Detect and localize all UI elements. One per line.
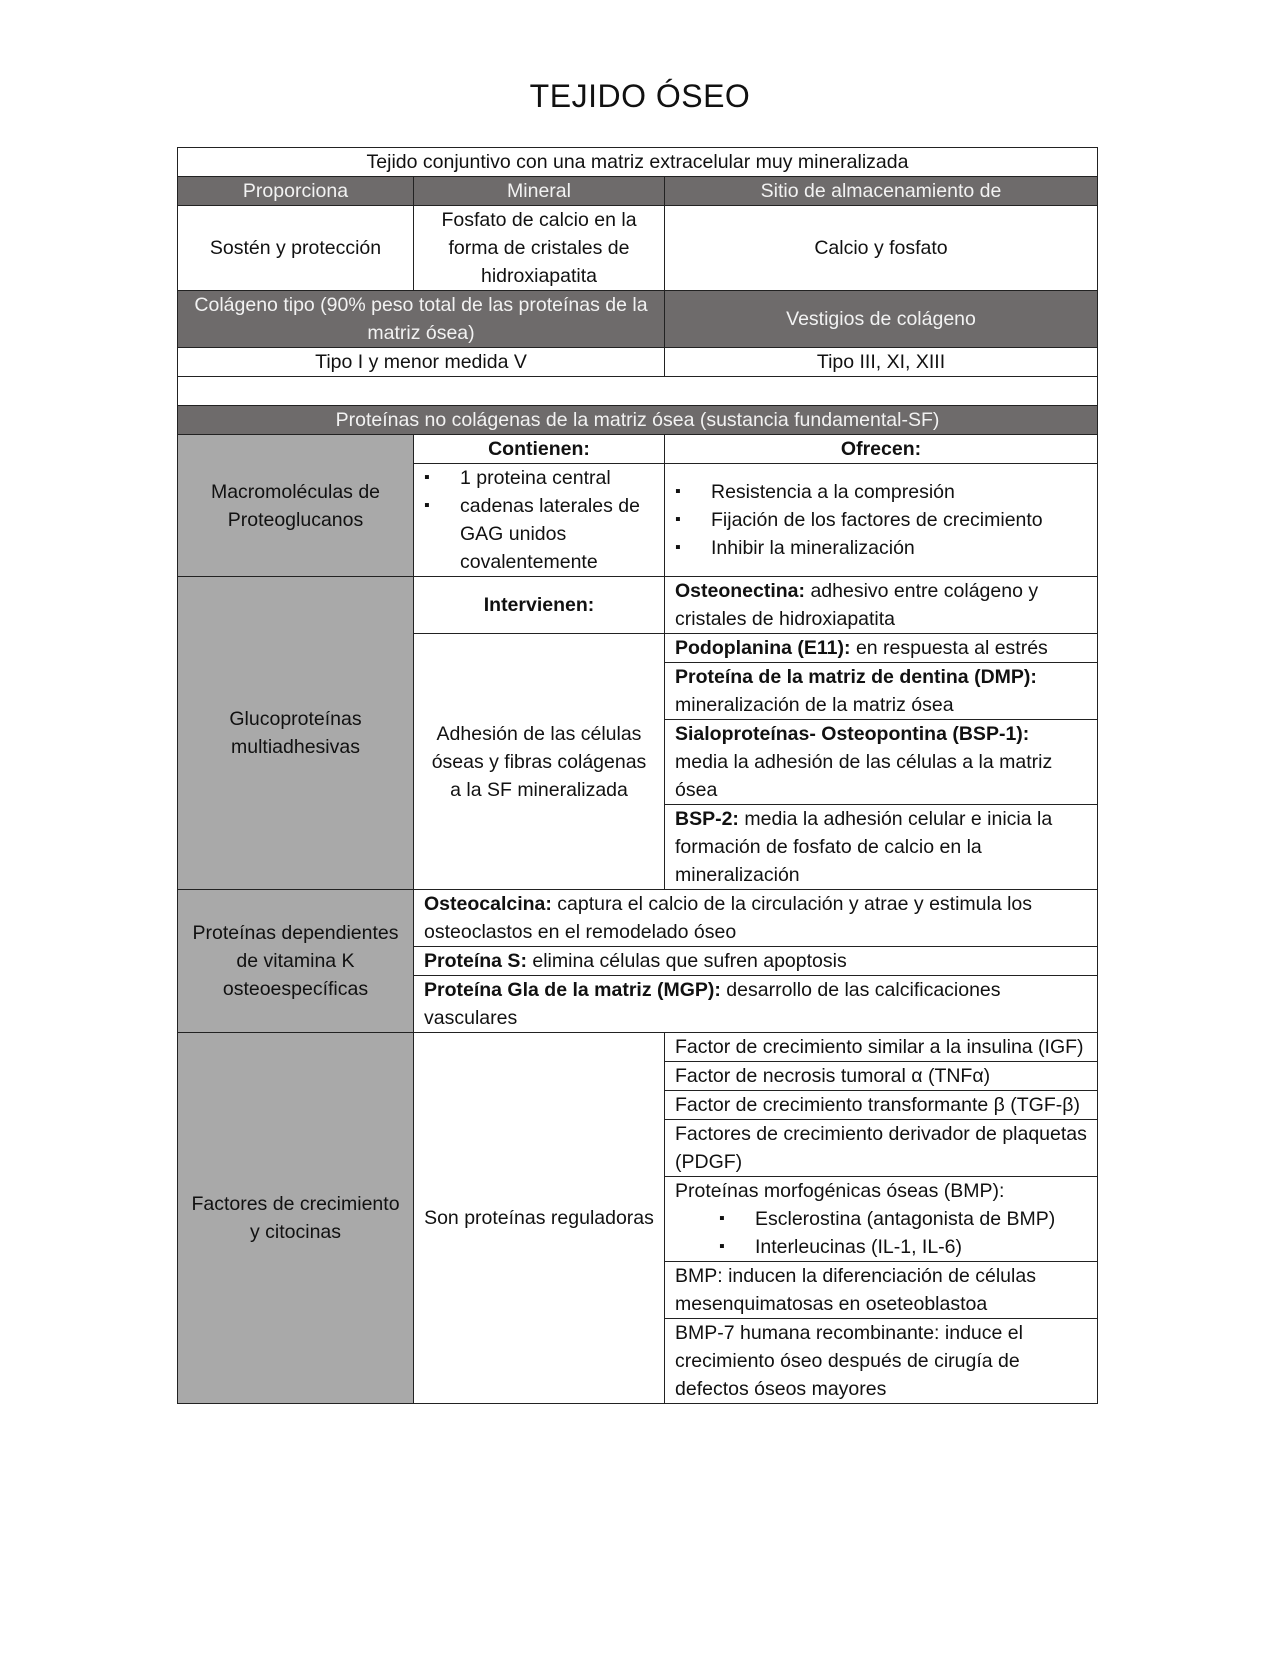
list-item: ▪ Resistencia a la compresión: [711, 478, 1087, 506]
bmp-title: Proteínas morfogénicas óseas (BMP):: [675, 1180, 1005, 1202]
glucoproteina-item: [665, 634, 1098, 663]
header-sitio: Sitio de almacenamiento de: [665, 177, 1098, 206]
item-desc: en respuesta al estrés: [850, 637, 1048, 659]
bmp-list: [675, 1205, 1087, 1261]
values-row: [178, 206, 1098, 291]
factor-item: Factor de necrosis tumoral α (TNFα): [665, 1062, 1098, 1091]
glucoproteina-item: [665, 577, 1098, 634]
intro-row: [178, 148, 1098, 177]
factor-item: Factor de crecimiento similar a la insulina (IGF): [665, 1033, 1098, 1062]
vitk-row: [178, 890, 1098, 947]
item-desc: captura el calcio de la circulación y atrae y estimula los osteoclastos en el remodelado óseo: [424, 893, 1033, 943]
vitk-item: [414, 976, 1098, 1033]
item-term: Proteína de la matriz de dentina (DMP):: [675, 666, 1037, 688]
ofrecen-list: [675, 478, 1087, 562]
value-proporciona: Sostén y protección: [178, 206, 414, 291]
item-term: Osteocalcina:: [424, 893, 552, 915]
factor-item: BMP-7 humana recombinante: induce el crecimiento óseo después de cirugía de defectos óseos mayores: [665, 1319, 1098, 1404]
colageno-header-row: [178, 291, 1098, 348]
list-item: ▪ Esclerostina (antagonista de BMP): [755, 1205, 1087, 1233]
intro-cell: Tejido conjuntivo con una matriz extracelular muy mineralizada: [178, 148, 1098, 177]
spacer-cell: [178, 377, 1098, 406]
factor-item: BMP: inducen la diferenciación de células mesenquimatosas en oseteoblastoa: [665, 1262, 1098, 1319]
pnc-header: Proteínas no colágenas de la matriz ósea (sustancia fundamental-SF): [178, 406, 1098, 435]
proteoglucanos-head-row: [178, 435, 1098, 464]
page-title: TEJIDO ÓSEO: [529, 78, 751, 114]
list-item: ▪ Interleucinas (IL-1, IL-6): [755, 1233, 1087, 1261]
item-desc: adhesivo entre colágeno y cristales de hidroxiapatita: [675, 580, 1039, 630]
spacer-row: [178, 377, 1098, 406]
factores-middle: Son proteínas reguladoras: [414, 1033, 665, 1404]
factores-row: [178, 1033, 1098, 1062]
contienen-cell: [414, 464, 665, 577]
glucoproteinas-row: [178, 577, 1098, 634]
item-desc: mineralización de la matriz ósea: [675, 694, 954, 716]
header-proporciona: Proporciona: [178, 177, 414, 206]
item-desc: media la adhesión de las células a la matriz ósea: [675, 751, 1053, 801]
list-item: ▪ Fijación de los factores de crecimiento: [711, 506, 1087, 534]
proteoglucanos-label: Macromoléculas de Proteoglucanos: [178, 435, 414, 577]
header-mineral: Mineral: [414, 177, 665, 206]
value-mineral: Fosfato de calcio en la forma de cristales de hidroxiapatita: [414, 206, 665, 291]
list-item: ▪ Inhibir la mineralización: [711, 534, 1087, 562]
item-term: Proteína S:: [424, 950, 527, 972]
vitk-item: [414, 947, 1098, 976]
colageno-tipo: Tipo I y menor medida V: [178, 348, 665, 377]
item-desc: desarrollo de las calcificaciones vasculares: [424, 979, 1001, 1029]
factores-label: Factores de crecimiento y citocinas: [178, 1033, 414, 1404]
value-sitio: Calcio y fosfato: [665, 206, 1098, 291]
header-row: [178, 177, 1098, 206]
colageno-row: [178, 348, 1098, 377]
bone-tissue-table: [177, 147, 1098, 1404]
glucoproteina-item: [665, 720, 1098, 805]
list-item: ▪ cadenas laterales de GAG unidos covalentemente: [460, 492, 654, 576]
glucoproteinas-label: Glucoproteínas multiadhesivas: [178, 577, 414, 890]
item-term: Proteína Gla de la matriz (MGP):: [424, 979, 721, 1001]
item-term: BSP-2:: [675, 808, 739, 830]
pnc-header-row: [178, 406, 1098, 435]
item-term: Osteonectina:: [675, 580, 806, 602]
intervienen-label: Intervienen:: [414, 577, 665, 634]
header-colageno-tipo: Colágeno tipo (90% peso total de las proteínas de la matriz ósea): [178, 291, 665, 348]
ofrecen-label: Ofrecen:: [665, 435, 1098, 464]
adhesion-cell: Adhesión de las células óseas y fibras colágenas a la SF mineralizada: [414, 634, 665, 890]
vitk-item: [414, 890, 1098, 947]
vitk-label: Proteínas dependientes de vitamina K osteoespecíficas: [178, 890, 414, 1033]
glucoproteina-item: [665, 663, 1098, 720]
colageno-vestigios: Tipo III, XI, XIII: [665, 348, 1098, 377]
ofrecen-cell: [665, 464, 1098, 577]
list-item: ▪ 1 proteina central: [460, 464, 654, 492]
item-desc: media la adhesión celular e inicia la formación de fosfato de calcio en la mineralización: [675, 808, 1053, 886]
header-vestigios: Vestigios de colágeno: [665, 291, 1098, 348]
item-desc: elimina células que sufren apoptosis: [526, 950, 847, 972]
item-term: Podoplanina (E11):: [675, 637, 851, 659]
factor-item: Factor de crecimiento transformante β (TGF-β): [665, 1091, 1098, 1120]
bmp-cell: [665, 1177, 1098, 1262]
factor-item: Factores de crecimiento derivador de plaquetas (PDGF): [665, 1120, 1098, 1177]
contienen-label: Contienen:: [414, 435, 665, 464]
glucoproteina-item: [665, 805, 1098, 890]
contienen-list: [424, 464, 654, 576]
item-term: Sialoproteínas- Osteopontina (BSP-1):: [675, 723, 1030, 745]
